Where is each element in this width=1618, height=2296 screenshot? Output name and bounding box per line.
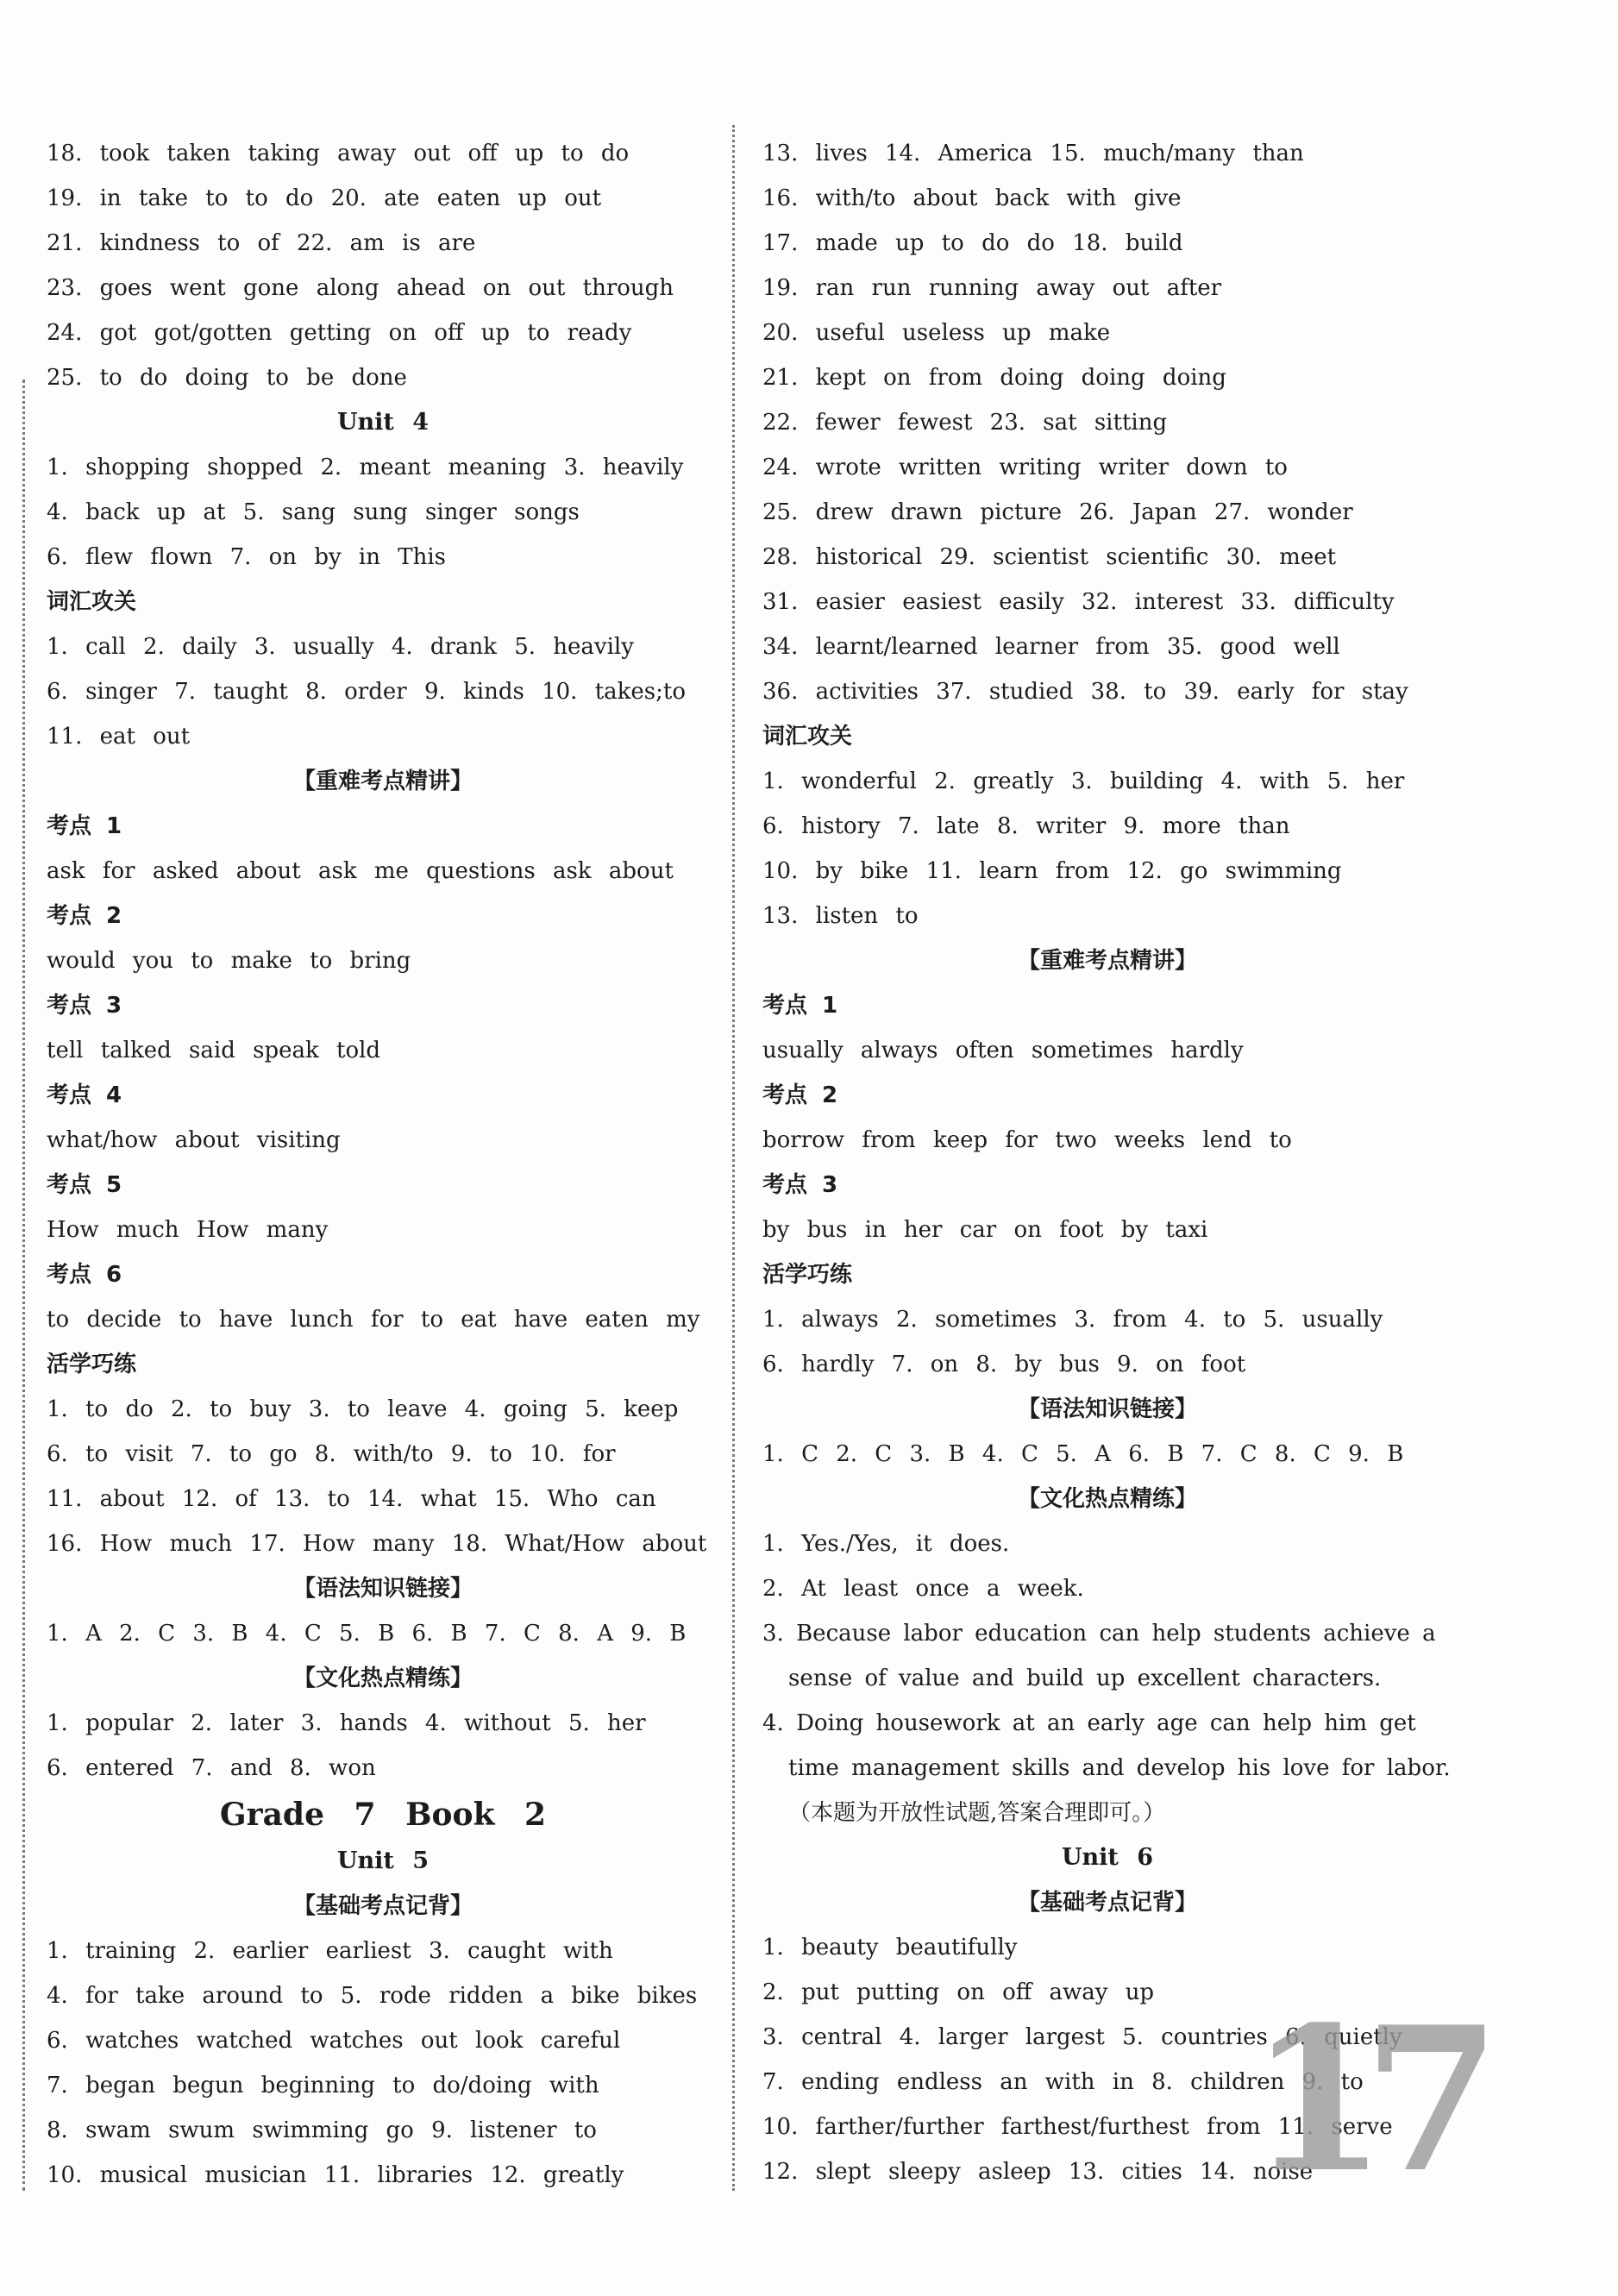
answer-line: How much How many: [47, 1217, 329, 1243]
answer-line: 11. eat out: [47, 724, 191, 750]
answer-line: 25. drew drawn picture 26. Japan 27. wonder: [762, 499, 1353, 525]
answer-line: tell talked said speak told: [47, 1038, 381, 1063]
answer-line: 6. flew flown 7. on by in This: [47, 544, 446, 570]
answer-line: to decide to have lunch for to eat have eaten my: [47, 1307, 700, 1333]
subsection-label: 考点 3: [47, 993, 122, 1019]
answer-line: 10. farther/further farthest/furthest from 11. serve: [762, 2114, 1393, 2140]
answer-line: 36. activities 37. studied 38. to 39. early for stay: [762, 679, 1408, 705]
unit-heading: Unit 6: [1061, 1844, 1154, 1871]
answer-line: 19. ran run running away out after: [762, 275, 1222, 301]
answer-line: 1. call 2. daily 3. usually 4. drank 5. heavily: [47, 634, 634, 660]
answer-line: 28. historical 29. scientist scientific 30. meet: [762, 544, 1337, 570]
answer-line: 1. beauty beautifully: [762, 1935, 1018, 1960]
answer-line: 21. kindness to of 22. am is are: [47, 230, 476, 256]
subsection-label: 活学巧练: [762, 1262, 853, 1288]
answer-line: 8. swam swum swimming go 9. listener to: [47, 2117, 597, 2143]
subsection-label: 考点 1: [47, 813, 122, 839]
unit-heading: Unit 5: [336, 1847, 430, 1874]
subsection-label: 考点 2: [47, 903, 122, 929]
subsection-label: 考点 1: [762, 993, 838, 1019]
answer-line: 16. How much 17. How many 18. What/How about: [47, 1531, 707, 1557]
subsection-label: 活学巧练: [47, 1352, 137, 1377]
answer-line: 19. in take to to do 20. ate eaten up out: [47, 185, 602, 211]
answer-line: 1. shopping shopped 2. meant meaning 3. heavily: [47, 455, 684, 480]
answer-line: 1. wonderful 2. greatly 3. building 4. with 5. her: [762, 768, 1405, 794]
answer-line: borrow from keep for two weeks lend to: [762, 1127, 1292, 1153]
answer-line: 13. listen to: [762, 903, 919, 929]
answer-line: 1. training 2. earlier earliest 3. caught with: [47, 1938, 613, 1964]
answer-line: 6. watches watched watches out look careful: [47, 2028, 621, 2054]
answer-line: usually always often sometimes hardly: [762, 1038, 1244, 1063]
subsection-label: 考点 3: [762, 1172, 838, 1198]
answer-line: 1. C 2. C 3. B 4. C 5. A 6. B 7. C 8. C 9. B: [762, 1441, 1404, 1467]
left-margin-dotted-rule: [22, 380, 25, 2191]
answer-column-left: [47, 131, 719, 2198]
section-heading: 【重难考点精讲】: [292, 768, 473, 794]
answer-line: 34. learnt/learned learner from 35. good well: [762, 634, 1340, 660]
section-heading: 【文化热点精练】: [292, 1666, 473, 1691]
answer-line: 17. made up to do do 18. build: [762, 230, 1183, 256]
section-heading: 【基础考点记背】: [292, 1893, 473, 1919]
answer-line: 24. wrote written writing writer down to: [762, 455, 1288, 480]
unit-heading: Unit 4: [336, 409, 430, 436]
answer-line: 2. At least once a week.: [762, 1576, 1084, 1602]
answer-line: 25. to do doing to be done: [47, 365, 407, 391]
answer-line: 1. always 2. sometimes 3. from 4. to 5. usually: [762, 1307, 1383, 1333]
answer-line: 13. lives 14. America 15. much/many than: [762, 141, 1304, 166]
answer-line: 21. kept on from doing doing doing: [762, 365, 1226, 391]
answer-line: 1. Yes./Yes, it does.: [762, 1531, 1010, 1557]
answer-line: by bus in her car on foot by taxi: [762, 1217, 1208, 1243]
answer-line: 22. fewer fewest 23. sat sitting: [762, 410, 1168, 436]
subsection-label: 考点 2: [762, 1082, 838, 1108]
answer-line: 6. singer 7. taught 8. order 9. kinds 10. takes;to: [47, 679, 686, 705]
answer-line: 7. began begun beginning to do/doing with: [47, 2073, 599, 2098]
answer-line: 20. useful useless up make: [762, 320, 1111, 346]
answer-line: would you to make to bring: [47, 948, 411, 974]
grade-book-heading: Grade 7 Book 2: [219, 1797, 547, 1833]
section-heading: 【基础考点记背】: [1017, 1890, 1197, 1916]
answer-line: 2. put putting on off away up: [762, 1979, 1155, 2005]
subsection-label: 词汇攻关: [47, 589, 137, 615]
answer-line: 6. to visit 7. to go 8. with/to 9. to 10. for: [47, 1441, 616, 1467]
section-heading: 【语法知识链接】: [1017, 1396, 1197, 1422]
column-divider-dotted-rule: [732, 125, 735, 2191]
answer-line: 6. entered 7. and 8. won: [47, 1755, 376, 1781]
subsection-label: 考点 5: [47, 1172, 122, 1198]
section-heading: 【文化热点精练】: [1017, 1486, 1197, 1512]
answer-line: 10. by bike 11. learn from 12. go swimming: [762, 858, 1342, 884]
answer-line: 6. history 7. late 8. writer 9. more than: [762, 813, 1290, 839]
answer-paragraph: 3. Because labor education can help students achieve a sense of value and build up excellent characters.: [762, 1621, 1436, 1691]
answer-line: 7. ending endless an with in 8. children 9. to: [762, 2069, 1364, 2095]
answer-line: 4. for take around to 5. rode ridden a bike bikes: [47, 1983, 698, 2009]
answer-paragraph: 4. Doing housework at an early age can help him get time management skills and develop his love for labor.（本题为开放性试题,答案合理即可。）: [762, 1710, 1451, 1826]
answer-line: 16. with/to about back with give: [762, 185, 1182, 211]
answer-line: what/how about visiting: [47, 1127, 341, 1153]
answer-line: 1. to do 2. to buy 3. to leave 4. going 5. keep: [47, 1396, 679, 1422]
answer-line: 6. hardly 7. on 8. by bus 9. on foot: [762, 1352, 1246, 1377]
answer-line: 11. about 12. of 13. to 14. what 15. Who can: [47, 1486, 656, 1512]
page-number: 17: [1249, 1984, 1477, 2217]
answer-line: 4. back up at 5. sang sung singer songs: [47, 499, 580, 525]
subsection-label: 考点 6: [47, 1262, 122, 1288]
answer-line: 10. musical musician 11. libraries 12. greatly: [47, 2162, 624, 2188]
section-heading: 【语法知识链接】: [292, 1576, 473, 1602]
answer-line: 12. slept sleepy asleep 13. cities 14. noise: [762, 2159, 1314, 2185]
answer-line: 1. A 2. C 3. B 4. C 5. B 6. B 7. C 8. A 9. B: [47, 1621, 687, 1647]
subsection-label: 词汇攻关: [762, 724, 853, 750]
answer-line: 18. took taken taking away out off up to do: [47, 141, 630, 166]
answer-line: 23. goes went gone along ahead on out through: [47, 275, 674, 301]
answer-line: ask for asked about ask me questions ask about: [47, 858, 674, 884]
answer-line: 31. easier easiest easily 32. interest 33. difficulty: [762, 589, 1395, 615]
answer-line: 3. central 4. larger largest 5. countries 6. quietly: [762, 2024, 1402, 2050]
section-heading: 【重难考点精讲】: [1017, 948, 1197, 974]
answer-line: 24. got got/gotten getting on off up to ready: [47, 320, 632, 346]
subsection-label: 考点 4: [47, 1082, 122, 1108]
answer-column-right: [762, 131, 1452, 2194]
answer-line: 1. popular 2. later 3. hands 4. without 5. her: [47, 1710, 646, 1736]
